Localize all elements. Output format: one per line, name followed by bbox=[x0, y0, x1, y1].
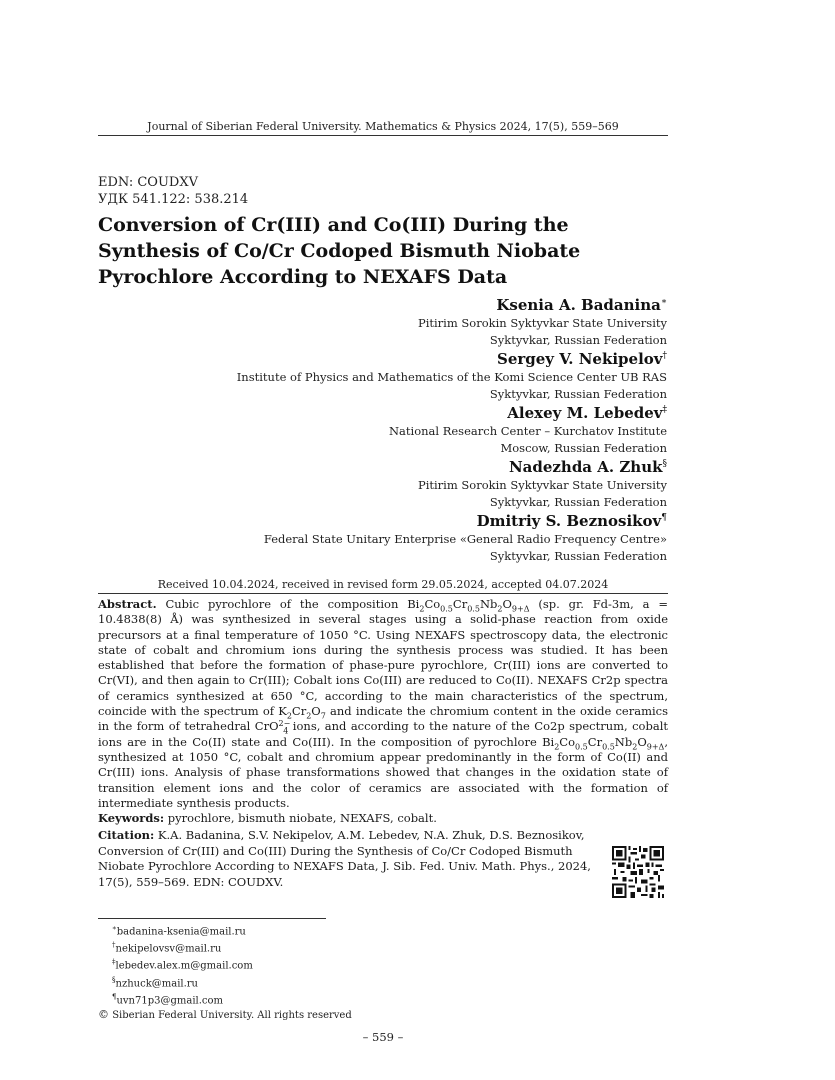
author-name: Ksenia A. Badanina∗ bbox=[496, 296, 667, 314]
author-block bbox=[264, 508, 667, 565]
edn-line: EDN: COUDXV bbox=[98, 175, 198, 190]
author-block bbox=[418, 454, 667, 511]
copyright-icon: © bbox=[98, 1008, 109, 1022]
footnote-email: †nekipelovsv@mail.ru bbox=[112, 941, 222, 955]
author-block bbox=[237, 346, 667, 403]
journal-header: Journal of Siberian Federal University. Mathematics & Physics 2024, 17(5), 559–569 bbox=[147, 120, 619, 133]
author-location: Moscow, Russian Federation bbox=[500, 441, 667, 455]
keywords-label: Keywords: bbox=[98, 811, 165, 825]
author-name: Nadezhda A. Zhuk§ bbox=[508, 458, 667, 476]
author-location: Syktyvkar, Russian Federation bbox=[489, 387, 667, 401]
author-location: Syktyvkar, Russian Federation bbox=[489, 333, 667, 347]
author-name: Alexey M. Lebedev‡ bbox=[507, 404, 667, 422]
abstract: Abstract. Cubic pyrochlore of the composition $Bi_2Co_{0.5}Cr_{0.5}Nb_2O_{9+\Delta}$ (sp. gr. Fd-3m, a = 10.4838(8) Å) was synthesized in several stages using a solid-phase reaction from oxide precursors at a final temperature of 1050 °C. Using NEXAFS spectroscopy data, the electronic state of cobalt and chromium ions during the synthesis process was studied. It has been established that before the formation of phase-pure pyrochlore, Cr(III) ions are converted to Cr(VI), and then again to Cr(III); Cobalt ions Co(III) are reduced to Co(II). NEXAFS Cr2p spectra of ceramics synthesized at 650 °C, according to the main characteristics of the spectrum, coincide with the spectrum of $K_2Cr_2O_7$ and indicate the chromium content in the oxide ceramics in the form of tetrahedral CrO$^{2-}_4$ ions, and according to the nature of the Co2p spectrum, cobalt ions are in the Co(II) state and Co(III). In the composition of pyrochlore $Bi_2Co_{0.5}Cr_{0.5}Nb_2O_{9+\Delta}$, synthesized at 1050 °C, cobalt and chromium appear predominantly in the form of Co(II) and Cr(III) ions. Analysis of phase transformations showed that changes in the oxidation state of transition element ions and the color of ceramics are associated with the formation of intermediate synthesis products. bbox=[98, 597, 669, 810]
author-name: Sergey V. Nekipelov† bbox=[496, 350, 667, 368]
received-dates: Received 10.04.2024, received in revised form 29.05.2024, accepted 04.07.2024 bbox=[157, 578, 609, 591]
footnotes bbox=[98, 922, 352, 1023]
citation bbox=[98, 828, 598, 890]
citation-label: Citation: bbox=[98, 828, 155, 842]
paper-title: Conversion of Cr(III) and Co(III) During the Synthesis of Co/Cr Codoped Bismuth Niobate Pyrochlore According to NEXAFS Data bbox=[98, 214, 581, 288]
author-block bbox=[418, 292, 667, 349]
qr-code-icon bbox=[612, 846, 664, 898]
keywords-text: pyrochlore, bismuth niobate, NEXAFS, cobalt. bbox=[167, 811, 437, 825]
received-rule bbox=[98, 593, 668, 594]
author-affiliation: National Research Center – Kurchatov Institute bbox=[388, 424, 667, 438]
keywords bbox=[98, 811, 668, 825]
footnote-email: ‡lebedev.alex.m@gmail.com bbox=[112, 958, 253, 972]
author-name: Dmitriy S. Beznosikov¶ bbox=[476, 512, 667, 530]
author-affiliation: Institute of Physics and Mathematics of the Komi Science Center UB RAS bbox=[236, 370, 667, 384]
author-affiliation: Federal State Unitary Enterprise «General Radio Frequency Centre» bbox=[263, 532, 667, 546]
citation-text: K.A. Badanina, S.V. Nekipelov, A.M. Lebedev, N.A. Zhuk, D.S. Beznosikov, Conversion of Cr(III) and Co(III) During the Synthesis of Co/Cr Codoped Bismuth Niobate Pyrochlore According to NEXAFS Data, J. Sib. Fed. Univ. Math. Phys., 2024, 17(5), 559–569. EDN: COUDXV. bbox=[98, 828, 591, 889]
footnote-rule bbox=[98, 918, 326, 919]
page-number: – 559 – bbox=[362, 1030, 404, 1044]
author-affiliation: Pitirim Sorokin Syktyvkar State University bbox=[417, 316, 667, 330]
footnote-email: ¶uvn71p3@gmail.com bbox=[112, 992, 224, 1007]
footnote-email: §nzhuck@mail.ru bbox=[112, 975, 198, 990]
copyright-line: © Siberian Federal University. All rights reserved bbox=[98, 1008, 352, 1022]
author-block bbox=[389, 400, 667, 457]
footnote-email: ∗badanina-ksenia@mail.ru bbox=[112, 924, 246, 938]
author-location: Syktyvkar, Russian Federation bbox=[489, 549, 667, 563]
author-location: Syktyvkar, Russian Federation bbox=[489, 495, 667, 509]
header-rule bbox=[98, 135, 668, 136]
abstract-label: Abstract. bbox=[98, 597, 157, 611]
author-affiliation: Pitirim Sorokin Syktyvkar State University bbox=[417, 478, 667, 492]
udc-line: УДК 541.122: 538.214 bbox=[98, 192, 249, 207]
